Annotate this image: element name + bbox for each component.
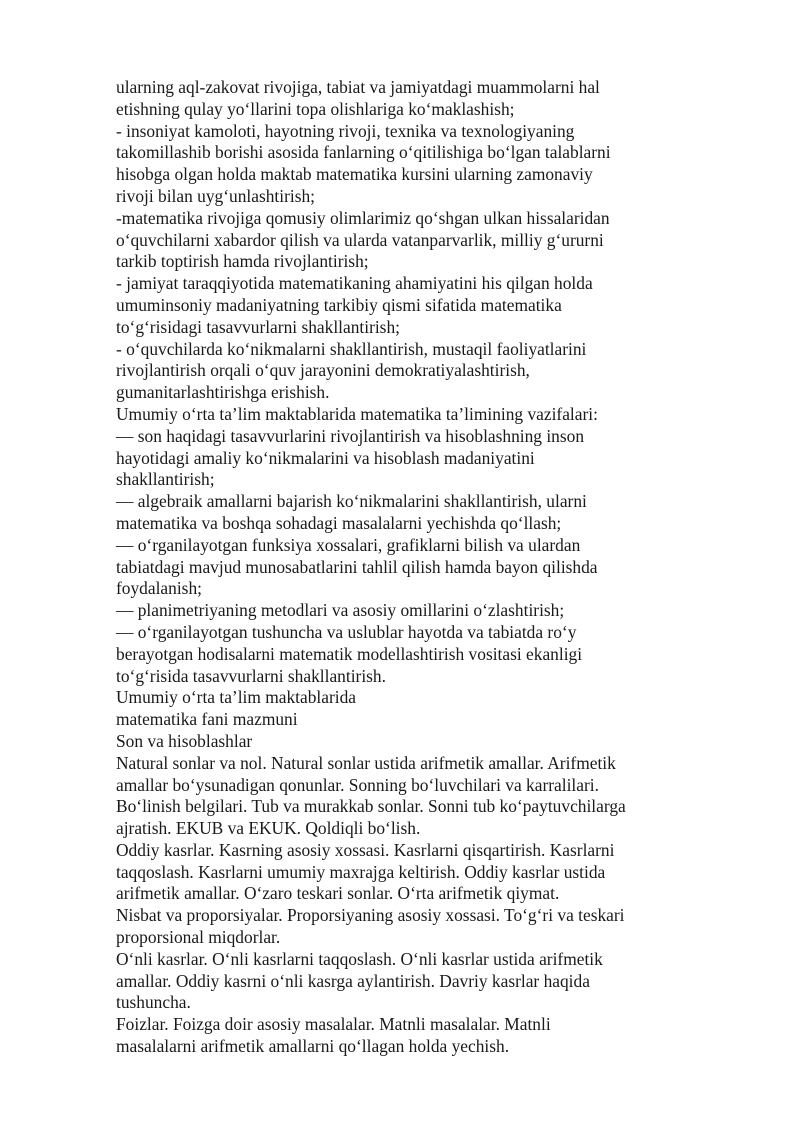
text-line: shakllantirish; [116,469,215,490]
text-line: Bo‘linish belgilari. Tub va murakkab sonlar. Sonni tub ko‘paytuvchilarga [116,796,626,817]
text-line: Umumiy o‘rta ta’lim maktablarida matematika ta’limining vazifalari: [116,403,598,424]
document-page [116,77,686,1058]
text-line: — o‘rganilayotgan tushuncha va uslublar hayotda va tabiatda ro‘y [116,621,577,642]
text-line: proporsional miqdorlar. [116,927,281,948]
text-line: tushuncha. [116,992,191,1013]
text-line: — son haqidagi tasavvurlarini rivojlantirish va hisoblashning inson [116,425,585,446]
text-line: rivojlantirish orqali o‘quv jarayonini demokratiyalashtirish, [116,360,530,381]
text-line: ajratish. EKUB va EKUK. Qoldiqli bo‘lish. [116,818,421,839]
text-line: - jamiyat taraqqiyotida matematikaning ahamiyatini his qilgan holda [116,273,593,294]
text-line: etishning qulay yo‘llarini topa olishlariga ko‘maklashish; [116,98,515,119]
text-line: Umumiy o‘rta ta’lim maktablarida [116,687,357,708]
text-line: umuminsoniy madaniyatning tarkibiy qismi sifatida matematika [116,294,562,315]
text-line: Oddiy kasrlar. Kasrning asosiy xossasi. Kasrlarni qisqartirish. Kasrlarni [116,839,615,860]
text-line: takomillashib borishi asosida fanlarning o‘qitilishiga bo‘lgan talablarni [116,142,611,163]
text-line: rivoji bilan uyg‘unlashtirish; [116,185,316,206]
text-line: tarkib toptirish hamda rivojlantirish; [116,251,369,272]
text-line: Foizlar. Foizga doir asosiy masalalar. Matnli masalalar. Matnli [116,1014,551,1035]
text-line: amallar. Oddiy kasrni o‘nli kasrga aylantirish. Davriy kasrlar haqida [116,970,590,991]
text-line: taqqoslash. Kasrlarni umumiy maxrajga keltirish. Oddiy kasrlar ustida [116,861,606,882]
text-line: o‘quvchilarni xabardor qilish va ularda vatanparvarlik, milliy g‘ururni [116,229,604,250]
text-line: hayotidagi amaliy ko‘nikmalarini va hisoblash madaniyatini [116,447,535,468]
text-line: masalalarni arifmetik amallarni qo‘llagan holda yechish. [116,1036,510,1057]
text-line: — o‘rganilayotgan funksiya xossalari, grafiklarni bilish va ulardan [116,534,581,555]
text-line: Son va hisoblashlar [116,730,253,751]
text-line: -matematika rivojiga qomusiy olimlarimiz qo‘shgan ulkan hissalaridan [116,207,610,228]
text-line: foydalanish; [116,578,202,599]
text-line: to‘g‘risidagi tasavvurlarni shakllantirish; [116,316,400,337]
text-line: — planimetriyaning metodlari va asosiy omillarini o‘zlashtirish; [116,600,565,621]
text-line: — algebraik amallarni bajarish ko‘nikmalarini shakllantirish, ularni [116,491,587,512]
text-line: arifmetik amallar. O‘zaro teskari sonlar. O‘rta arifmetik qiymat. [116,883,560,904]
text-line: hisobga olgan holda maktab matematika kursini ularning zamonaviy [116,164,593,185]
text-line: berayotgan hodisalarni matematik modellashtirish vositasi ekanligi [116,643,583,664]
text-line: O‘nli kasrlar. O‘nli kasrlarni taqqoslash. O‘nli kasrlar ustida arifmetik [116,948,603,969]
text-line: Nisbat va proporsiyalar. Proporsiyaning asosiy xossasi. To‘g‘ri va teskari [116,905,625,926]
text-line: - insoniyat kamoloti, hayotning rivoji, texnika va texnologiyaning [116,120,575,141]
text-line: amallar bo‘ysunadigan qonunlar. Sonning bo‘luvchilari va karralilari. [116,774,599,795]
text-line: tabiatdagi mavjud munosabatlarini tahlil qilish hamda bayon qilishda [116,556,598,577]
text-line: gumanitarlashtirishga erishish. [116,382,330,403]
text-line: Natural sonlar va nol. Natural sonlar ustida arifmetik amallar. Arifmetik [116,752,616,773]
text-line: - o‘quvchilarda ko‘nikmalarni shakllantirish, mustaqil faoliyatlarini [116,338,587,359]
text-line: to‘g‘risida tasavvurlarni shakllantirish. [116,665,386,686]
text-line: matematika va boshqa sohadagi masalalarni yechishda qo‘llash; [116,512,562,533]
text-line: ularning aql-zakovat rivojiga, tabiat va jamiyatdagi muammolarni hal [116,77,600,97]
text-line: matematika fani mazmuni [116,709,298,730]
